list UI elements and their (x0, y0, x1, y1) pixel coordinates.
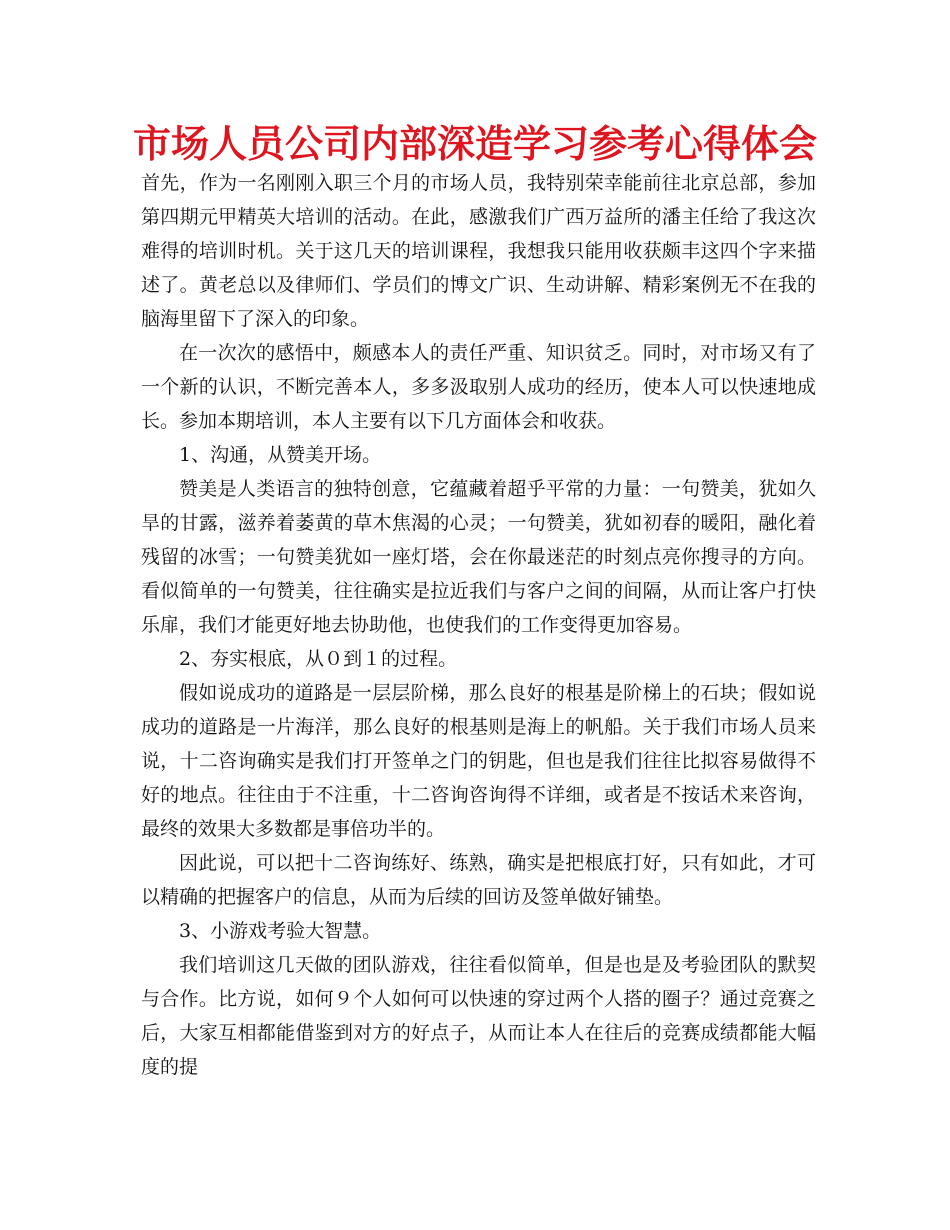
paragraph: 赞美是人类语言的独特创意，它蕴藏着超乎平常的力量：一句赞美，犹如久旱的甘露，滋养着萎黄的草木焦渴的心灵；一句赞美，犹如初春的暖阳，融化着残留的冰雪；一句赞美犹如一座灯塔，会在你最迷茫的时刻点亮你搜寻的方向。看似简单的一句赞美，往往确实是拉近我们与客户之间的间隔，从而让客户打快乐扉，我们才能更好地去协助他，也使我们的工作变得更加容易。 (141, 478, 816, 636)
section-heading: 3、小游戏考验大智慧。 (179, 920, 382, 942)
document-title: 市场人员公司内部深造学习参考心得体会 (132, 122, 817, 166)
paragraph: 因此说，可以把十二咨询练好、练熟，确实是把根底打好，只有如此，才可以精确的把握客户的信息，从而为后续的回访及签单做好铺垫。 (141, 852, 816, 908)
paragraph: 在一次次的感悟中，颇感本人的责任严重、知识贫乏。同时，对市场又有了一个新的认识，不断完善本人，多多汲取别人成功的经历，使本人可以快速地成长。参加本期培训，本人主要有以下几方面体会和收获。 (141, 342, 816, 432)
document-body (141, 166, 816, 1084)
section-heading: 2、夯实根底，从０到１的过程。 (179, 648, 458, 670)
paragraph: 首先，作为一名刚刚入职三个月的市场人员，我特别荣幸能前往北京总部，参加第四期元甲精英大培训的活动。在此，感激我们广西万益所的潘主任给了我这次难得的培训时机。关于这几天的培训课程，我想我只能用收获颇丰这四个字来描述了。黄老总以及律师们、学员们的博文广识、生动讲解、精彩案例无不在我的脑海里留下了深入的印象。 (141, 172, 816, 330)
paragraph: 我们培训这几天做的团队游戏，往往看似简单，但是也是及考验团队的默契与合作。比方说，如何９个人如何可以快速的穿过两个人搭的圈子？通过竞赛之后，大家互相都能借鉴到对方的好点子，从而让本人在往后的竞赛成绩都能大幅度的提 (141, 954, 816, 1078)
section-heading: 1、沟通，从赞美开场。 (179, 444, 382, 466)
paragraph: 假如说成功的道路是一层层阶梯，那么良好的根基是阶梯上的石块；假如说成功的道路是一片海洋，那么良好的根基则是海上的帆船。关于我们市场人员来说，十二咨询确实是我们打开签单之门的钥匙，但也是我们往往比拟容易做得不好的地点。往往由于不注重，十二咨询咨询得不详细，或者是不按话术来咨询，最终的效果大多数都是事倍功半的。 (141, 682, 816, 840)
